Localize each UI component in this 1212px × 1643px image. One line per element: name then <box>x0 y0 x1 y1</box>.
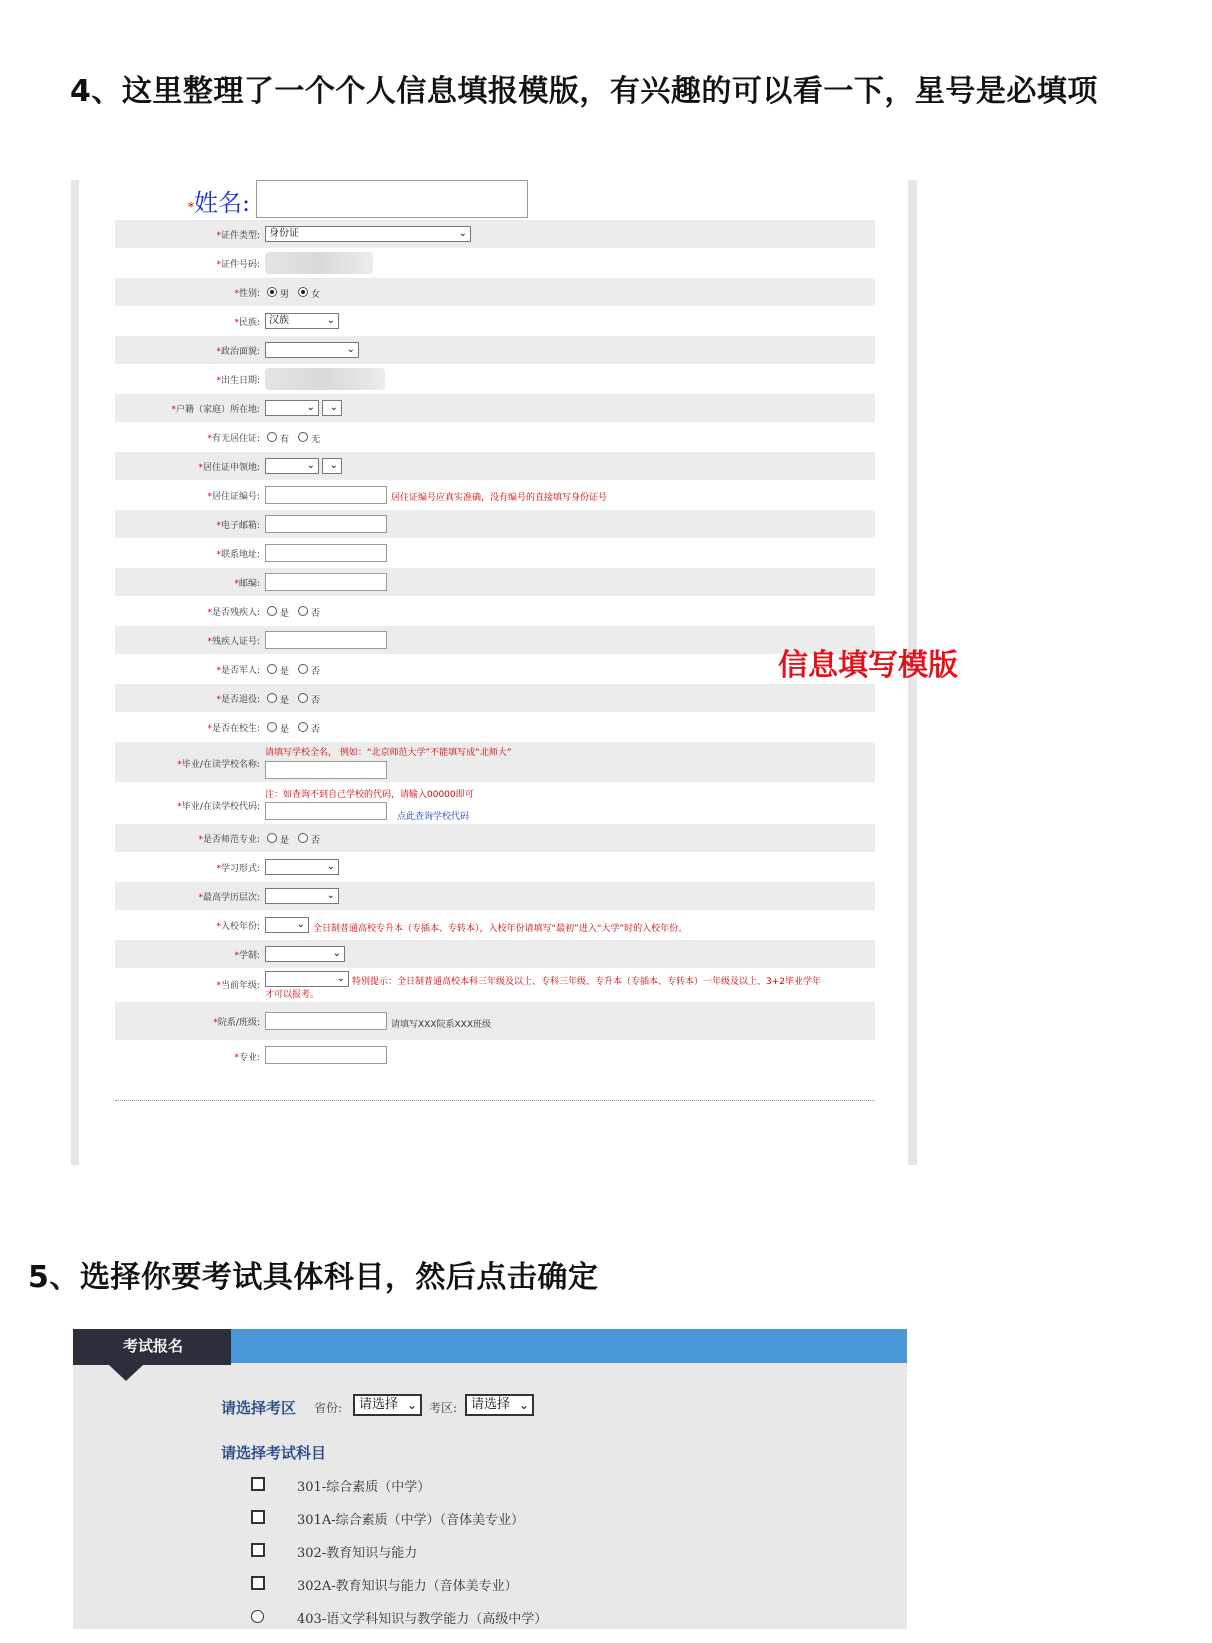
left-border <box>71 180 79 1165</box>
student-no-label: 否 <box>311 725 321 735</box>
school-code-input[interactable] <box>265 802 387 820</box>
military-no-radio[interactable] <box>298 664 308 674</box>
birth-blurred-value <box>265 368 385 390</box>
postcode-input[interactable] <box>265 573 387 591</box>
normal-major-no-label: 否 <box>311 836 321 846</box>
grade-note: 特别提示：全日制普通高校本科三年级及以上、专科三年级、专升本（专插本、专转本）一年级及以上、3+2毕业学年 <box>352 977 821 987</box>
permit-have-label: 有 <box>280 435 290 445</box>
veteran-no-radio[interactable] <box>298 693 308 703</box>
school-name-input[interactable] <box>265 761 387 779</box>
row-address <box>115 538 875 568</box>
disabled-label: *是否残疾人: <box>207 608 260 618</box>
dept-class-label: *院系/班级: <box>213 1018 260 1028</box>
disabled-no-radio[interactable] <box>298 606 308 616</box>
row-permit-number <box>115 480 875 510</box>
row-hukou <box>115 394 875 422</box>
gender-female-radio[interactable] <box>298 287 308 297</box>
row-postcode <box>115 568 875 596</box>
entry-year-label: *入校年份: <box>216 922 260 932</box>
schooling-label: *学制: <box>234 951 260 961</box>
gender-female-label: 女 <box>311 290 321 300</box>
dept-class-note: 请填写XXX院系XXX班级 <box>391 1020 491 1030</box>
subject-label: 301A-综合素质（中学）（音体美专业） <box>297 1513 525 1528</box>
chevron-down-icon: ⌄ <box>406 1398 417 1412</box>
disabled-yes-radio[interactable] <box>267 606 277 616</box>
email-label: *电子邮箱: <box>216 521 260 531</box>
grade-label: *当前年级: <box>216 981 260 991</box>
hukou-label: *户籍（家庭）所在地: <box>171 405 260 415</box>
ethnicity-select[interactable]: 汉族 ⌄ <box>265 313 339 329</box>
subject-checkbox[interactable] <box>251 1477 265 1491</box>
student-no-radio[interactable] <box>298 722 308 732</box>
chevron-down-icon: ⌄ <box>306 460 315 471</box>
postcode-label: *邮编: <box>234 579 260 589</box>
row-ethnicity <box>115 306 875 336</box>
id-number-blurred-value <box>265 252 373 274</box>
name-input[interactable] <box>256 180 528 218</box>
id-type-label: *证件类型: <box>216 231 260 241</box>
row-permit-place <box>115 452 875 480</box>
select-subject-title: 请选择考试科目 <box>221 1444 327 1462</box>
tab-pointer-icon <box>109 1365 143 1381</box>
permit-place-label: *居住证申领地: <box>198 463 260 473</box>
permit-none-radio[interactable] <box>298 432 308 442</box>
military-yes-label: 是 <box>280 667 290 677</box>
row-entry-year <box>115 910 875 940</box>
study-form-label: *学习形式: <box>216 864 260 874</box>
school-name-label: *毕业/在读学校名称: <box>177 760 260 770</box>
subject-radio[interactable] <box>251 1610 264 1623</box>
entry-year-select[interactable] <box>265 917 309 933</box>
row-school-name <box>115 742 875 782</box>
degree-label: *最高学历层次: <box>198 893 260 903</box>
chevron-down-icon: ⌄ <box>458 228 467 239</box>
major-input[interactable] <box>265 1046 387 1064</box>
permit-place-city-select[interactable] <box>322 458 342 474</box>
permit-number-input[interactable] <box>265 486 387 504</box>
veteran-no-label: 否 <box>311 696 321 706</box>
student-label: *是否在校生: <box>207 724 260 734</box>
gender-male-label: 男 <box>280 290 290 300</box>
exam-registration-tab[interactable]: 考试报名 <box>73 1329 231 1365</box>
chevron-down-icon: ⌄ <box>326 890 335 901</box>
address-input[interactable] <box>265 544 387 562</box>
row-schooling <box>115 940 875 968</box>
template-watermark: 信息填写模版 <box>778 648 958 683</box>
chevron-down-icon: ⌄ <box>296 919 305 930</box>
veteran-yes-radio[interactable] <box>267 693 277 703</box>
row-residence-permit <box>115 422 875 452</box>
chevron-down-icon: ⌄ <box>332 948 341 959</box>
chevron-down-icon: ⌄ <box>326 861 335 872</box>
dept-class-input[interactable] <box>265 1012 387 1030</box>
email-input[interactable] <box>265 515 387 533</box>
disabled-no-label: 否 <box>311 609 321 619</box>
normal-major-yes-radio[interactable] <box>267 833 277 843</box>
row-id-type <box>115 220 875 248</box>
gender-label: *性别: <box>234 289 260 299</box>
row-veteran <box>115 684 875 712</box>
normal-major-label: *是否师范专业: <box>198 835 260 845</box>
school-code-note: 注：如查询不到自己学校的代码，请输入00000即可 <box>265 790 474 800</box>
row-gender <box>115 278 875 306</box>
subject-checkbox[interactable] <box>251 1576 265 1590</box>
province-select[interactable]: 请选择 ⌄ <box>353 1394 422 1416</box>
exam-registration-screenshot <box>73 1329 907 1629</box>
subject-label: 302A-教育知识与能力（音体美专业） <box>297 1579 518 1594</box>
subject-label: 301-综合素质（中学） <box>297 1480 431 1495</box>
row-degree <box>115 882 875 910</box>
hukou-province-select[interactable] <box>265 400 319 416</box>
row-school-code <box>115 782 875 824</box>
permit-have-radio[interactable] <box>267 432 277 442</box>
chevron-down-icon: ⌄ <box>336 973 345 984</box>
id-type-select[interactable]: 身份证 ⌄ <box>265 226 471 242</box>
veteran-label: *是否退役: <box>216 695 260 705</box>
row-major <box>115 1040 875 1072</box>
student-yes-label: 是 <box>280 725 290 735</box>
row-military <box>115 654 875 684</box>
row-disabled-cert <box>115 626 875 654</box>
birth-label: *出生日期: <box>216 376 260 386</box>
row-political <box>115 336 875 364</box>
permit-none-label: 无 <box>311 435 321 445</box>
grade-select[interactable] <box>265 971 349 987</box>
residence-permit-label: *有无居住证: <box>207 434 260 444</box>
select-area-title: 请选择考区 <box>221 1399 297 1417</box>
address-label: *联系地址: <box>216 550 260 560</box>
normal-major-yes-label: 是 <box>280 836 290 846</box>
disabled-cert-input[interactable] <box>265 631 387 649</box>
chevron-down-icon: ⌄ <box>306 402 315 413</box>
name-label: *姓名: <box>188 189 251 217</box>
major-label: *专业: <box>234 1053 260 1063</box>
row-birth <box>115 364 875 394</box>
veteran-yes-label: 是 <box>280 696 290 706</box>
hukou-city-select[interactable] <box>322 400 342 416</box>
row-student <box>115 712 875 742</box>
study-form-select[interactable] <box>265 859 339 875</box>
row-id-number <box>115 248 875 278</box>
military-no-label: 否 <box>311 667 321 677</box>
normal-major-no-radio[interactable] <box>298 833 308 843</box>
row-normal-major <box>115 824 875 852</box>
district-label: 考区: <box>429 1401 458 1415</box>
gender-male-radio[interactable] <box>267 287 277 297</box>
student-yes-radio[interactable] <box>267 722 277 732</box>
military-label: *是否军人: <box>216 666 260 676</box>
chevron-down-icon: ⌄ <box>518 1398 529 1412</box>
row-email <box>115 510 875 538</box>
military-yes-radio[interactable] <box>267 664 277 674</box>
disabled-cert-label: *残疾人证号: <box>207 637 260 647</box>
chevron-down-icon: ⌄ <box>329 402 338 413</box>
political-label: *政治面貌: <box>216 347 260 357</box>
row-disabled <box>115 596 875 626</box>
chevron-down-icon: ⌄ <box>346 344 355 355</box>
row-dept-class <box>115 1002 875 1040</box>
district-select[interactable]: 请选择 ⌄ <box>465 1394 534 1416</box>
subject-label: 302-教育知识与能力 <box>297 1546 418 1561</box>
permit-place-province-select[interactable] <box>265 458 319 474</box>
school-code-query-link[interactable]: 点此查询学校代码 <box>397 812 470 822</box>
subject-checkbox[interactable] <box>251 1510 265 1524</box>
step4-heading: 4、这里整理了一个个人信息填报模版，有兴趣的可以看一下，星号是必填项 <box>70 74 1098 109</box>
political-select[interactable] <box>265 342 359 358</box>
row-study-form <box>115 852 875 882</box>
step5-heading: 5、选择你要考试具体科目，然后点击确定 <box>28 1260 599 1295</box>
grade-note-cont: 才可以报考。 <box>265 990 320 1000</box>
province-label: 省份: <box>314 1401 343 1415</box>
ethnicity-label: *民族: <box>234 318 260 328</box>
chevron-down-icon: ⌄ <box>329 460 338 471</box>
school-name-note: 请填写学校全名， 例如：“北京师范大学”不能填写成“北师大” <box>265 748 512 758</box>
subject-checkbox[interactable] <box>251 1543 265 1557</box>
subject-label: 403-语文学科知识与教学能力（高级中学） <box>297 1612 548 1627</box>
school-code-label: *毕业/在读学校代码: <box>177 802 260 812</box>
disabled-yes-label: 是 <box>280 609 290 619</box>
entry-year-note: 全日制普通高校专升本（专插本、专转本），入校年份请填写“最初”进入“大学”时的入校年份。 <box>313 924 688 934</box>
row-grade <box>115 968 875 1002</box>
permit-number-note: 居住证编号应真实准确，没有编号的直接填写身份证号 <box>391 493 608 503</box>
form-bottom-divider <box>115 1100 875 1101</box>
degree-select[interactable] <box>265 888 339 904</box>
id-number-label: *证件号码: <box>216 260 260 270</box>
permit-number-label: *居住证编号: <box>207 492 260 502</box>
schooling-select[interactable] <box>265 946 345 962</box>
chevron-down-icon: ⌄ <box>326 315 335 326</box>
